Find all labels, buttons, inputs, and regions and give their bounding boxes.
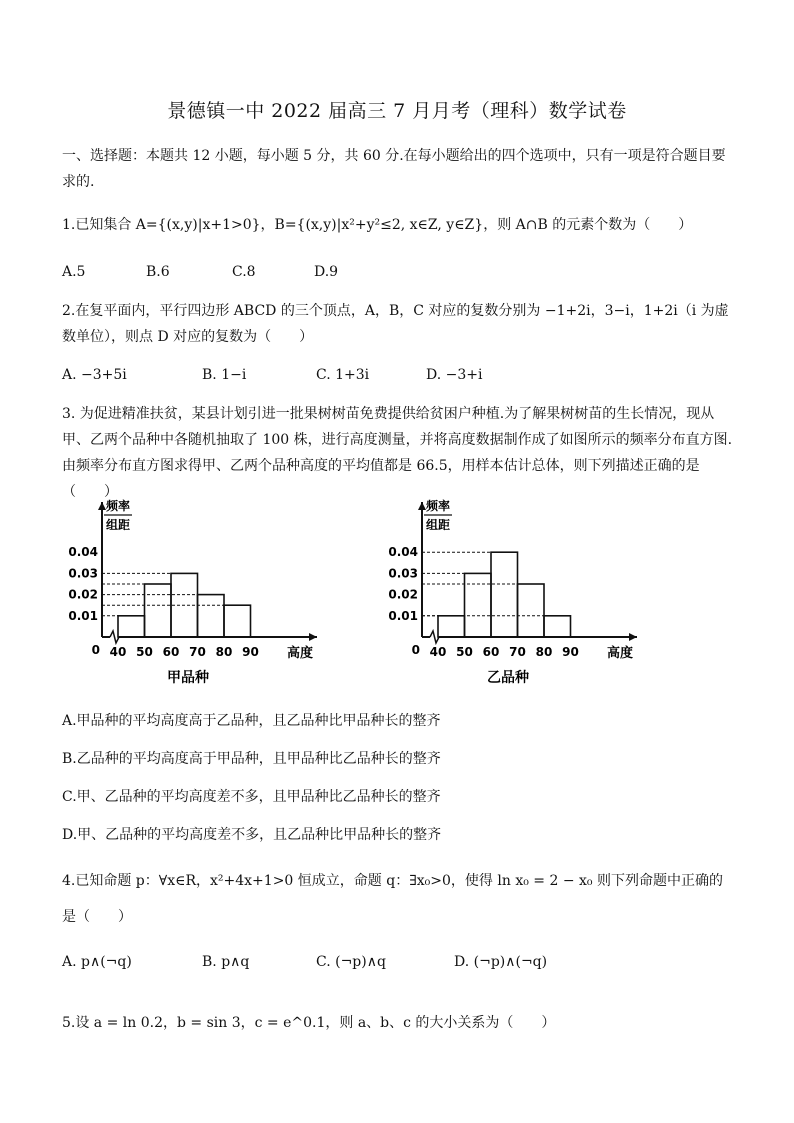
x-axis-label: 高度: [606, 646, 634, 661]
x-tick-label: 50: [136, 645, 153, 659]
q3-option-c[interactable]: C.甲、乙品种的平均高度差不多，且甲品种比乙品种长的整齐: [62, 789, 441, 805]
chart-title: 乙品种: [487, 670, 529, 686]
x-tick-label: 40: [429, 645, 447, 659]
x-tick-label: 70: [189, 645, 206, 659]
histogram-bar: [118, 616, 145, 637]
histogram-bar: [518, 584, 545, 637]
q1-option-a[interactable]: A.5: [62, 264, 86, 280]
page-title: 景德镇一中 2022 届高三 7 月月考（理科）数学试卷: [167, 100, 627, 122]
histogram-bar: [224, 605, 251, 637]
question-4-line-1: 4.已知命题 p：∀x∈R，x²+4x+1>0 恒成立，命题 q：∃x₀>0，使得 ln x₀ = 2 − x₀ 则下列命题中正确的: [62, 873, 723, 889]
q2-option-d[interactable]: D. −3+i: [426, 367, 483, 383]
chart-jia-bars: [102, 573, 251, 637]
histogram-bar: [438, 616, 465, 637]
question-3: 3. 为促进精准扶贫，某县计划引进一批果树树苗免费提供给贫困户种植.为了解果树树苗的生长情况，现从甲、乙两个品种中各随机抽取了 100 株，进行高度测量，并将高度数据制作成了如图所示的频率分布直方图.由频率分布直方图求得甲、乙两个品种高度的平均值都是 66.5，用样本估计总体，则下列描述正确的是（ ）: [62, 406, 733, 500]
q4-option-a[interactable]: A. p∧(¬q): [62, 954, 132, 970]
q4-option-c[interactable]: C. (¬p)∧q: [316, 954, 386, 970]
y-tick-label: 0.04: [68, 545, 98, 560]
chart-yi-bars: [422, 552, 571, 637]
q2-option-a[interactable]: A. −3+5i: [62, 367, 127, 383]
y-tick-label: 0.03: [388, 566, 418, 581]
y-tick-label: 0.02: [388, 587, 418, 602]
histogram-bar: [198, 595, 225, 637]
x-axis-arrow: [309, 633, 317, 641]
question-1: 1.已知集合 A={(x,y)|x+1>0}，B={(x,y)|x²+y²≤2, x∈Z, y∈Z}，则 A∩B 的元素个数为（ ）: [62, 217, 693, 233]
x-tick-label: 80: [535, 645, 553, 659]
y-tick-label: 0.01: [388, 608, 418, 623]
chart-title: 甲品种: [167, 670, 209, 686]
question-2: 2.在复平面内，平行四边形 ABCD 的三个顶点，A，B，C 对应的复数分别为 −1+2i，3−i，1+2i（i 为虚数单位），则点 D 对应的复数为（ ）: [62, 303, 729, 345]
question-4-options: [62, 954, 742, 976]
x-tick-label: 40: [109, 645, 127, 659]
x-tick-label: 50: [456, 645, 473, 659]
y-tick-label: 0.03: [68, 566, 98, 581]
y-axis-label-bottom: 组距: [425, 518, 451, 532]
y-tick-label: 0.02: [68, 587, 98, 602]
q3-option-b[interactable]: B.乙品种的平均高度高于甲品种，且甲品种比乙品种长的整齐: [62, 751, 441, 767]
x-tick-label: 70: [509, 645, 526, 659]
q1-option-c[interactable]: C.8: [232, 264, 256, 280]
question-5: 5.设 a = ln 0.2，b = sin 3，c = e^0.1，则 a、b、c 的大小关系为（ ）: [62, 1015, 556, 1031]
origin-label: 0: [411, 643, 420, 657]
q3-option-d[interactable]: D.甲、乙品种的平均高度差不多，且乙品种比甲品种长的整齐: [62, 827, 442, 843]
y-axis-label-top: 频率: [105, 499, 131, 513]
histogram-bar: [145, 584, 172, 637]
x-tick-label: 90: [562, 645, 579, 659]
section-heading: 一、选择题：本题共 12 小题，每小题 5 分，共 60 分.在每小题给出的四个选项中，只有一项是符合题目要求的.: [62, 148, 726, 190]
y-axis-arrow: [418, 502, 426, 510]
q2-option-b[interactable]: B. 1−i: [202, 367, 247, 383]
q1-option-b[interactable]: B.6: [146, 264, 170, 280]
x-tick-label: 80: [215, 645, 233, 659]
histogram-bar: [544, 616, 571, 637]
x-axis-arrow: [629, 633, 637, 641]
q1-option-d[interactable]: D.9: [314, 264, 339, 280]
chart-jia-axes: [98, 502, 317, 643]
chart-jia: [68, 492, 362, 692]
y-axis-label-bottom: 组距: [105, 518, 131, 532]
q4-option-b[interactable]: B. p∧q: [202, 954, 250, 970]
y-axis-arrow: [98, 502, 106, 510]
histogram-bar: [465, 573, 492, 637]
q4-option-d[interactable]: D. (¬p)∧(¬q): [454, 954, 548, 970]
origin-label: 0: [91, 643, 100, 657]
chart-jia-labels: [68, 498, 313, 686]
q2-option-c[interactable]: C. 1+3i: [316, 367, 370, 383]
chart-yi-axes: [418, 502, 637, 643]
y-tick-label: 0.04: [388, 545, 418, 560]
x-tick-label: 60: [482, 645, 500, 659]
x-tick-label: 90: [242, 645, 259, 659]
histogram-bar: [491, 552, 518, 637]
x-tick-label: 60: [162, 645, 180, 659]
y-tick-label: 0.01: [68, 608, 98, 623]
x-axis-label: 高度: [286, 646, 314, 661]
chart-yi-labels: [388, 498, 633, 686]
chart-yi: [388, 492, 682, 692]
question-1-options: [62, 264, 742, 286]
q3-option-a[interactable]: A.甲品种的平均高度高于乙品种，且乙品种比甲品种长的整齐: [62, 713, 441, 729]
y-axis-label-top: 频率: [425, 499, 451, 513]
question-4-line-2: 是（ ）: [62, 909, 132, 925]
question-2-options: [62, 367, 742, 389]
